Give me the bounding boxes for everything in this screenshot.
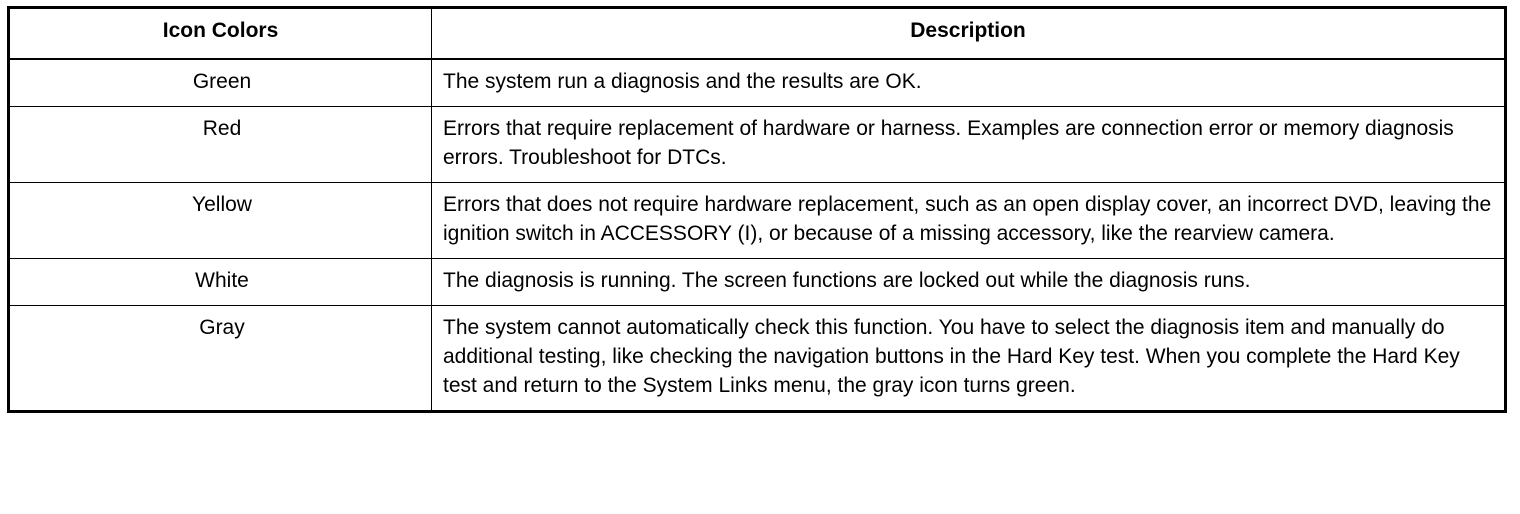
table-row — [9, 259, 1506, 306]
header-icon-colors: Icon Colors — [9, 8, 432, 60]
icon-color-yellow: Yellow — [9, 183, 432, 259]
header-description: Description — [432, 8, 1506, 60]
icon-color-red: Red — [9, 107, 432, 183]
table-row — [9, 306, 1506, 412]
icon-color-white: White — [9, 259, 432, 306]
icon-color-gray: Gray — [9, 306, 432, 412]
description-white: The diagnosis is running. The screen functions are locked out while the diagnosis runs. — [432, 259, 1506, 306]
table-row — [9, 183, 1506, 259]
table-row — [9, 107, 1506, 183]
table-header-row — [9, 8, 1506, 60]
table-row — [9, 59, 1506, 107]
description-gray: The system cannot automatically check this function. You have to select the diagnosis item and manually do additional testing, like checking the navigation buttons in the Hard Key test. When you complete the Hard Key test and return to the System Links menu, the gray icon turns green. — [432, 306, 1506, 412]
icon-colors-table — [7, 6, 1507, 413]
icon-color-green: Green — [9, 59, 432, 107]
description-red: Errors that require replacement of hardware or harness. Examples are connection error or memory diagnosis errors. Troubleshoot for DTCs. — [432, 107, 1506, 183]
description-green: The system run a diagnosis and the results are OK. — [432, 59, 1506, 107]
description-yellow: Errors that does not require hardware replacement, such as an open display cover, an incorrect DVD, leaving the ignition switch in ACCESSORY (I), or because of a missing accessory, like the rearview camera. — [432, 183, 1506, 259]
